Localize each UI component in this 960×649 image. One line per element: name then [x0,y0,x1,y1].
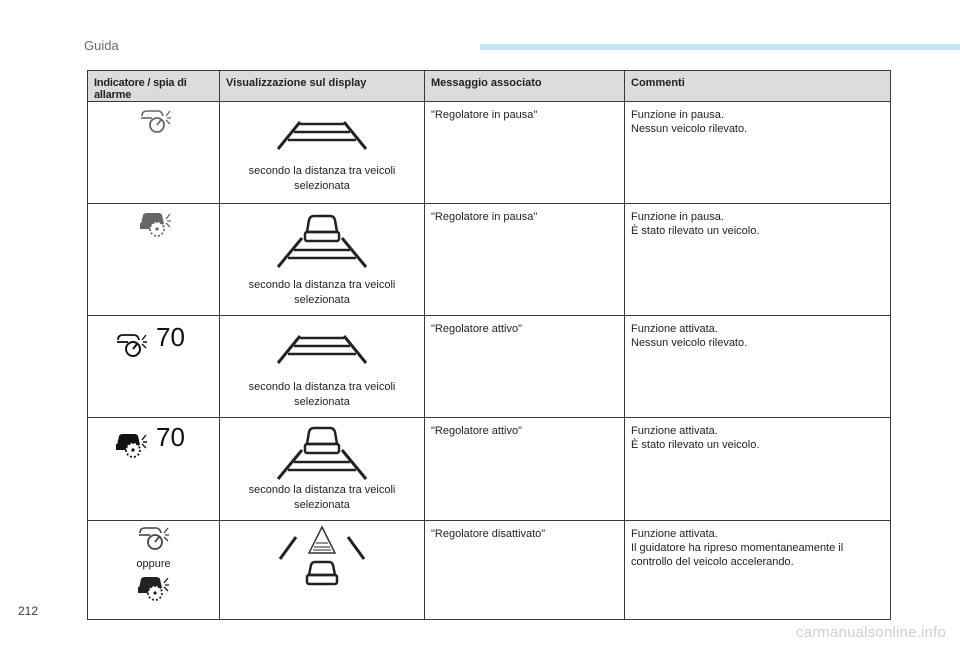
message-cell [425,418,625,521]
display-caption-line2: selezionata [294,499,350,511]
display-caption-line1: secondo la distanza tra veicoli [248,381,396,393]
page-number: 212 [18,604,39,618]
header-indicator: Indicatore / spia di allarme [88,71,220,102]
cruise-control-vehicle-icon [114,432,150,460]
header-bar [480,44,960,50]
display-caption-line1: secondo la distanza tra veicoli [248,279,396,291]
comments-cell [625,204,891,316]
display-caption-line2: selezionata [294,396,350,408]
display-caption-line1: secondo la distanza tra veicoli [248,484,396,496]
comment-line: Il guidatore ha ripreso momentaneamente il [631,542,844,554]
message-cell [425,521,625,620]
comment-line: È stato rilevato un veicolo. [631,225,760,237]
message-text: "Regolatore attivo" [431,425,522,437]
table-row [88,418,891,521]
display-caption-line2: selezionata [294,180,350,192]
comment-line: Funzione attivata. [631,323,718,335]
set-speed-value: 70 [156,322,185,352]
table-row [88,316,891,418]
comment-line: controllo del veicolo accelerando. [631,556,794,568]
cruise-control-outline-icon [136,525,172,553]
comment-line: Funzione in pausa. [631,109,724,121]
comments-cell [625,316,891,418]
display-cell [220,316,425,418]
indicator-cell [88,204,220,316]
message-cell [425,102,625,204]
display-caption-line1: secondo la distanza tra veicoli [248,165,396,177]
table-header-row [88,71,891,102]
message-text: "Regolatore in pausa" [431,211,538,223]
vehicle-behind-warning-icon [272,525,372,591]
display-cell [220,102,425,204]
watermark: carmanualsonline.info [795,624,946,641]
cruise-control-vehicle-icon [138,211,174,239]
indicator-cell [88,418,220,521]
section-title: Guida [84,38,119,53]
header-comments: Commenti [625,71,891,102]
message-text: "Regolatore in pausa" [431,109,538,121]
cruise-control-vehicle-icon [136,575,172,603]
header-display: Visualizzazione sul display [220,71,425,102]
lanes-no-vehicle-icon [272,334,372,364]
table-row [88,204,891,316]
lanes-no-vehicle-icon [272,120,372,150]
comment-line: Nessun veicolo rilevato. [631,337,748,349]
comment-line: Funzione attivata. [631,528,718,540]
comment-line: Nessun veicolo rilevato. [631,123,748,135]
cruise-control-outline-icon [138,108,174,136]
comment-line: È stato rilevato un veicolo. [631,439,760,451]
indicator-cell [88,521,220,620]
message-cell [425,316,625,418]
display-cell [220,204,425,316]
lanes-vehicle-detected-icon [272,422,372,480]
message-cell [425,204,625,316]
comments-cell [625,521,891,620]
comment-line: Funzione attivata. [631,425,718,437]
indicator-cell [88,316,220,418]
display-caption-line2: selezionata [294,294,350,306]
indicator-cell [88,102,220,204]
indicator-table [87,70,891,620]
header-message: Messaggio associato [425,71,625,102]
comment-line: Funzione in pausa. [631,211,724,223]
message-text: "Regolatore attivo" [431,323,522,335]
display-cell [220,521,425,620]
lanes-vehicle-detected-icon [272,210,372,268]
message-text: "Regolatore disattivato" [431,528,546,540]
set-speed-value: 70 [156,422,185,452]
comments-cell [625,418,891,521]
comments-cell [625,102,891,204]
cruise-control-outline-icon [114,332,150,360]
table-row [88,102,891,204]
display-cell [220,418,425,521]
table-row [88,521,891,620]
oppure-label: oppure [136,558,171,570]
